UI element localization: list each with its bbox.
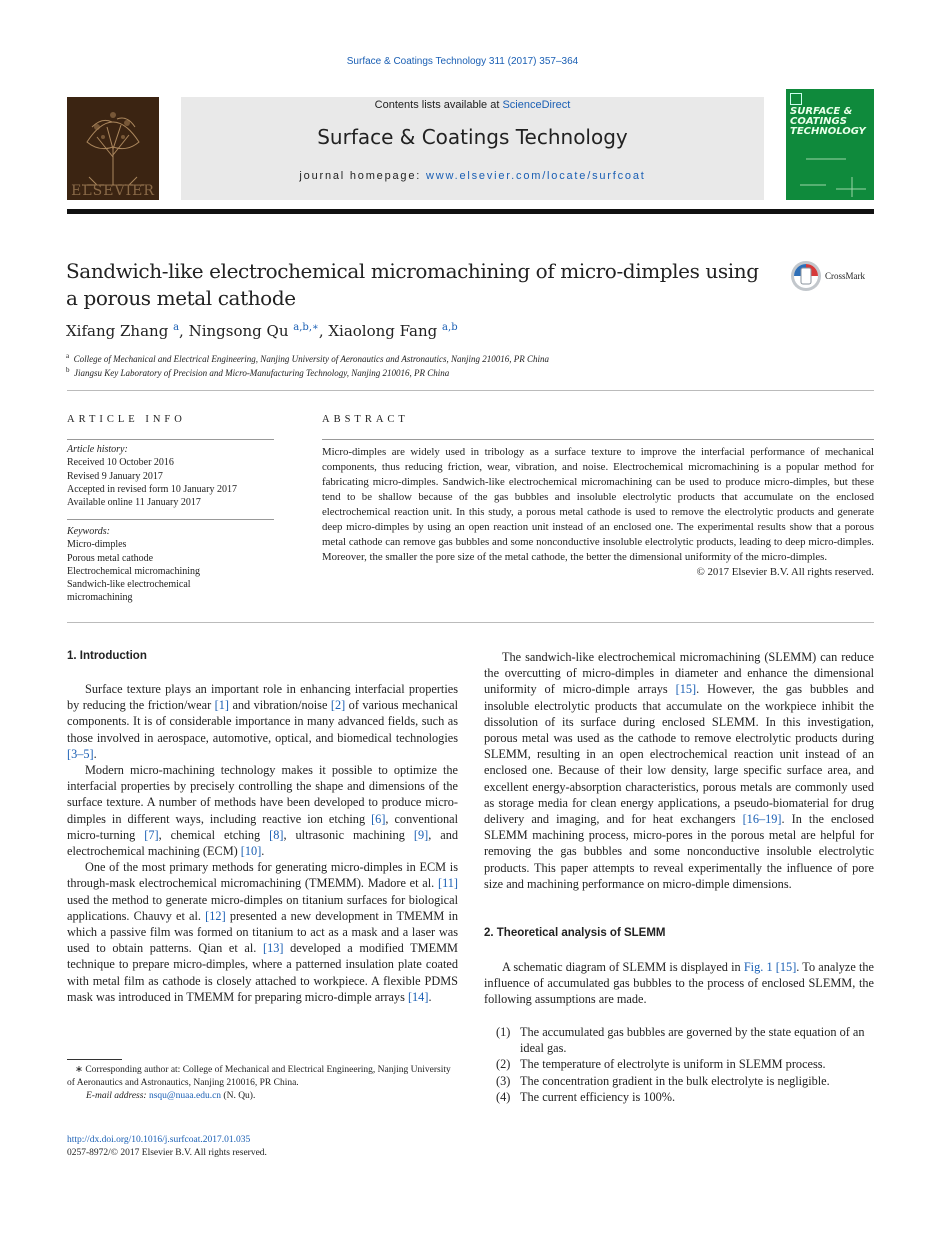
journal-header [181, 97, 764, 200]
text-run: Surface texture plays an important role in enhancing interfacial properties by reducing the friction/wear [67, 682, 458, 713]
list-text: The accumulated gas bubbles are governed by the state equation of an ideal gas. [520, 1025, 865, 1056]
figure-link[interactable]: Fig. 1 [743, 960, 773, 974]
author-affiliation-mark[interactable]: a [173, 322, 180, 333]
citation-link[interactable]: [12] [205, 908, 226, 923]
divider [67, 622, 874, 623]
list-number: (4) [496, 1089, 511, 1104]
history-item: Revised 9 January 2017 [67, 470, 163, 482]
text-run: One of the most primary methods for generating micro-dimples in ECM is through-mask electrochemical micromachining (TMEMM). Madore et al. [67, 860, 458, 891]
contents-prefix: Contents lists available at [374, 99, 503, 111]
text-run: A schematic diagram of SLEMM is displayed in [502, 960, 744, 974]
introduction-text [67, 681, 458, 1005]
crossmark-icon [790, 259, 822, 293]
elsevier-wordmark: ELSEVIER [71, 183, 155, 199]
theory-text [484, 959, 874, 1008]
issn-line: 0257-8972/© 2017 Elsevier B.V. All rights reserved. [67, 1148, 267, 1158]
crossmark-label: CrossMark [825, 271, 865, 281]
history-item: Accepted in revised form 10 January 2017 [67, 483, 237, 495]
section-heading-introduction: 1. Introduction [67, 650, 147, 662]
affiliation-b [66, 366, 449, 378]
doi-block [67, 1134, 267, 1160]
assumption-list [496, 1024, 874, 1105]
article-history [67, 443, 277, 509]
paragraph [67, 762, 458, 859]
citation-link[interactable]: [15] [675, 682, 697, 697]
text-run: of various mechanical components. It is of considerable importance in many advanced fields, such as those involved in aerospace, automotive, optical, and biomedical technologies [67, 698, 459, 745]
text-run: developed a modified TMEMM technique to prepare micro-dimples, where a patterned insulation plate coated with metal film as cathode is closely attached to workpiece. A flexible PDMS mask was introduced in TMEMM for preparing micro-dimple arrays [67, 941, 458, 1004]
keywords [67, 525, 217, 605]
history-label: Article history: [67, 444, 128, 455]
crossmark-badge[interactable] [790, 259, 880, 293]
journal-homepage [181, 170, 764, 182]
citation-link[interactable]: [9] [413, 827, 429, 842]
text-run: . [428, 989, 432, 1004]
divider [322, 439, 874, 440]
text-run: , ultrasonic machining [283, 827, 414, 842]
author-separator: , [318, 322, 329, 340]
list-text: The temperature of electrolyte is uniform in SLEMM process. [520, 1057, 826, 1072]
homepage-prefix: journal homepage: [299, 170, 426, 182]
history-item: Available online 11 January 2017 [67, 497, 201, 509]
text-run: , chemical etching [158, 827, 270, 842]
text-run: . [93, 746, 97, 761]
author-affiliation-mark[interactable]: a,b [442, 322, 458, 333]
affiliation-text: Jiangsu Key Laboratory of Precision and Micro-Manufacturing Technology, Nanjing 210016, PR China [74, 368, 450, 378]
text-run: Modern micro-machining technology makes it possible to optimize the interfacial properties by precisely controlling the shape and dimensions of the surface texture. A number of methods have been developed to produce micro-dimples in different ways, including reactive ion etching [67, 763, 458, 826]
paragraph [67, 681, 458, 762]
author-name[interactable]: Ningsong Qu [188, 322, 289, 340]
text-run: . However, the gas bubbles and insoluble electrolytic products that accumulate on the workpiece inhibit the dissolution of its surface during enclosed SLEMM. In this investigation, porous metal was used as the cathode to remove electrolytic products during SLEMM, resulting in an open electrochemical reaction unit instead of an enclosed one. Because of their low density, large specific surface area, and excellent energy-absorption characteristics, porous metals are commonly used as storage media for clean energy applications, a pseudo-biomaterial for drug delivery and imaging, and for heat exchangers [484, 682, 874, 827]
author-affiliation-mark[interactable]: a,b,∗ [293, 322, 319, 333]
citation-link[interactable]: [15] [775, 960, 797, 974]
abstract-body: Micro-dimples are widely used in tribology as a surface texture to improve the interfacial performance of mechanical components, thus reducing friction, wear, vibration, and noise. Electrochemical micromachining is a popular method for fabricating micro-dimples. Sandwich-like electrochemical micromachining can be used to produce micro-dimples, but these tend to be shallow because of the gas bubbles and insoluble electrolytic products that accumulate on the enclosed electrochemical reaction unit. In this study, a porous metal cathode is used to remove the electrolytic products and generate deep micro-dimples by using an open reaction unit instead of an enclosed one. The experimental results show that a porous metal cathode can remove gas bubbles and some nonconductive insoluble electrolytic products, leading to deep micro-dimples. Moreover, the smaller the pore size of the metal cathode, the better the dimensional uniformity of the micro-dimples. [322, 446, 874, 563]
footnote-email [67, 1090, 459, 1103]
contents-line [181, 99, 764, 111]
email-link[interactable]: nsqu@nuaa.edu.cn [148, 1091, 222, 1101]
list-number: (2) [496, 1057, 511, 1072]
doi-link[interactable]: http://dx.doi.org/10.1016/j.surfcoat.2017.01.035 [67, 1135, 251, 1145]
list-text: The concentration gradient in the bulk electrolyte is negligible. [520, 1073, 830, 1088]
email-suffix: (N. Qu). [221, 1091, 256, 1101]
footnote [67, 1064, 459, 1103]
keyword: Micro-dimples [67, 539, 127, 551]
citation-link[interactable]: [7] [144, 827, 159, 842]
right-column-text [484, 649, 874, 892]
citation-link[interactable]: [3–5] [67, 746, 94, 761]
keywords-label: Keywords: [67, 526, 110, 537]
email-label: E-mail address: [86, 1091, 149, 1101]
article-title: Sandwich-like electrochemical micromachining of micro-dimples using a porous metal cathode [66, 259, 759, 310]
list-number: (3) [496, 1073, 511, 1088]
citation-link[interactable]: [10] [240, 844, 262, 859]
affiliation-a [66, 352, 549, 364]
list-item [496, 1073, 874, 1089]
paragraph [484, 649, 874, 892]
header-rule [67, 209, 874, 214]
list-item [496, 1089, 874, 1105]
divider [67, 439, 274, 440]
cover-title: SURFACE & COATINGS TECHNOLOGY [790, 106, 866, 137]
footnote-mark: ∗ [75, 1065, 83, 1075]
text-run: , conventional micro-turning [67, 811, 458, 842]
text-run: and vibration/noise [229, 698, 331, 713]
footnote-corresponding [67, 1064, 459, 1090]
citation-link[interactable]: [2] [330, 698, 346, 713]
list-item [496, 1056, 874, 1072]
list-number: (1) [496, 1025, 511, 1039]
author-name[interactable]: Xifang Zhang [66, 322, 169, 340]
abstract-copyright: © 2017 Elsevier B.V. All rights reserved. [696, 566, 874, 578]
text-run: . To analyze the influence of accumulated gas bubbles to the process of enclosed SLEMM, the following assumptions are made. [484, 960, 875, 1007]
section-heading-theory: 2. Theoretical analysis of SLEMM [484, 927, 666, 939]
list-item [496, 1024, 874, 1056]
divider [67, 519, 274, 520]
footnote-text: Corresponding author at: College of Mechanical and Electrical Engineering, Nanjing University of Aeronautics and Astronautics, Nanjing 210016, PR China. [67, 1065, 451, 1088]
sciencedirect-link[interactable]: ScienceDirect [502, 99, 571, 111]
citation-link[interactable]: [16–19] [742, 812, 782, 827]
paragraph [67, 859, 458, 1005]
citation-link[interactable]: [11] [437, 876, 458, 891]
text-run: . In the enclosed SLEMM machining process, micro-pores in the porous metal are helpful for removing the gas bubbles and some nonconductive insoluble electrolytic products. This paper attempts to reveal experimentally the influence of pore size and machining performance on micro-dimple dimensions. [484, 812, 874, 891]
journal-cover[interactable] [786, 89, 874, 200]
citation-link[interactable]: [6] [371, 811, 386, 826]
text-run: The sandwich-like electrochemical micromachining (SLEMM) can reduce the overcutting of micro-dimples in diameter and enhance the dimensional uniformity of micro-dimple arrays [484, 650, 874, 697]
footnote-rule [67, 1059, 122, 1060]
divider [67, 390, 874, 391]
journal-reference[interactable]: Surface & Coatings Technology 311 (2017) 357–364 [346, 56, 579, 67]
list-text: The current efficiency is 100%. [520, 1089, 676, 1104]
journal-title: Surface & Coatings Technology [317, 125, 628, 149]
affiliation-text: College of Mechanical and Electrical Engineering, Nanjing University of Aeronautics and Astronautics, Nanjing 210016, PR China [73, 354, 550, 364]
history-item: Received 10 October 2016 [67, 457, 174, 469]
author-list [66, 322, 458, 340]
affiliation-mark: b [66, 366, 70, 374]
citation-link[interactable]: [8] [269, 827, 284, 842]
citation-link[interactable]: [1] [214, 698, 229, 713]
elsevier-logo [67, 97, 159, 200]
text-run: , and electrochemical machining (ECM) [67, 827, 459, 859]
abstract-heading: ABSTRACT [322, 414, 409, 425]
affiliation-mark: a [66, 352, 70, 360]
author-name[interactable]: Xiaolong Fang [328, 322, 438, 340]
text-run: presented a new development in TMEMM in which a passive film was formed on titanium to act as a mask and a laser was used to obtain patterns. Qian et al. [67, 908, 459, 956]
article-info-heading: ARTICLE INFO [67, 414, 186, 425]
keyword: Electrochemical micromachining [67, 565, 200, 577]
text-run: used the method to generate micro-dimples on titanium surfaces for biological applications. Chauvy et al. [67, 892, 458, 923]
keyword: Sandwich-like electrochemical micromachining [67, 579, 191, 604]
citation-link[interactable]: [13] [262, 941, 284, 956]
paragraph [484, 959, 874, 1008]
homepage-link[interactable]: www.elsevier.com/locate/surfcoat [425, 170, 646, 182]
keyword: Porous metal cathode [67, 552, 154, 564]
cover-graphic-icon [786, 89, 874, 200]
abstract [322, 445, 874, 580]
citation-link[interactable]: [14] [407, 989, 429, 1004]
author-separator: , [179, 322, 189, 340]
text-run: . [261, 844, 265, 859]
